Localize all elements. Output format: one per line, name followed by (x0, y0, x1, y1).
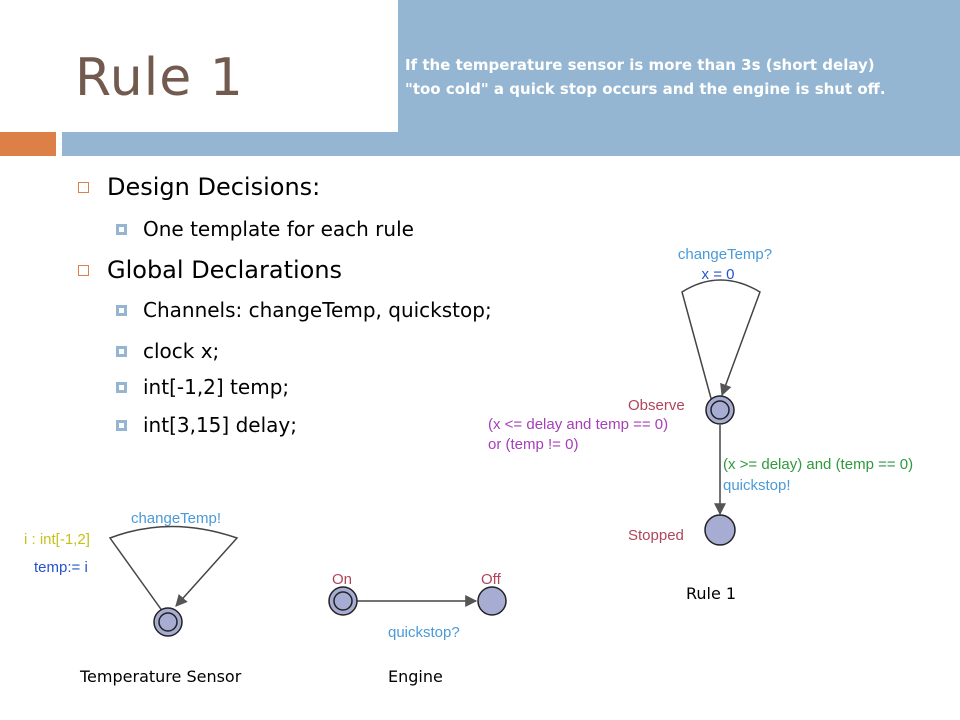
engine-state-off-label: Off (481, 571, 501, 588)
bullet-text: Channels: changeTemp, quickstop; (143, 298, 492, 322)
rule1-self-loop-edge (682, 280, 760, 402)
engine-state-off (478, 587, 506, 615)
sensor-caption: Temperature Sensor (80, 667, 242, 686)
bullet-text: Global Declarations (107, 256, 343, 284)
sensor-update: temp:= i (34, 559, 88, 576)
engine-caption: Engine (388, 667, 443, 686)
sensor-self-loop-edge (110, 527, 237, 613)
rule1-invariant-line-2: or (temp != 0) (488, 436, 579, 453)
rule1-state-observe-label: Observe (628, 397, 685, 414)
rule1-initial-state-marker (711, 401, 729, 419)
rule1-sync: quickstop! (723, 477, 791, 494)
bullet-text: int[-1,2] temp; (143, 375, 290, 399)
rule1-invariant-line-1: (x <= delay and temp == 0) (488, 416, 669, 433)
rule1-loop-sync: changeTemp? (677, 246, 773, 263)
engine-sync: quickstop? (388, 624, 460, 641)
sensor-sync: changeTemp! (130, 510, 222, 527)
rule1-automaton (488, 246, 913, 545)
sensor-automaton (24, 510, 237, 636)
rule1-state-stopped-label: Stopped (628, 527, 684, 544)
engine-automaton (329, 571, 506, 641)
slide-title: Rule 1 (75, 48, 244, 108)
bullet-text: Design Decisions: (107, 173, 321, 201)
rule1-loop-update: x = 0 (701, 266, 735, 283)
engine-state-on-label: On (332, 571, 353, 588)
rule1-state-stopped (705, 515, 735, 545)
sensor-select: i : int[-1,2] (24, 531, 90, 548)
rule1-caption: Rule 1 (686, 584, 737, 603)
sensor-initial-state-marker (159, 613, 177, 631)
rule-description-line-2: "too cold" a quick stop occurs and the engine is shut off. (405, 80, 886, 98)
bullet-text: clock x; (143, 339, 220, 363)
rule-description-line-1: If the temperature sensor is more than 3s (short delay) (405, 56, 875, 74)
bullet-text: int[3,15] delay; (143, 413, 297, 437)
rule1-guard: (x >= delay) and (temp == 0) (723, 456, 914, 473)
engine-initial-state-marker (334, 592, 352, 610)
bullet-text: One template for each rule (143, 217, 414, 241)
